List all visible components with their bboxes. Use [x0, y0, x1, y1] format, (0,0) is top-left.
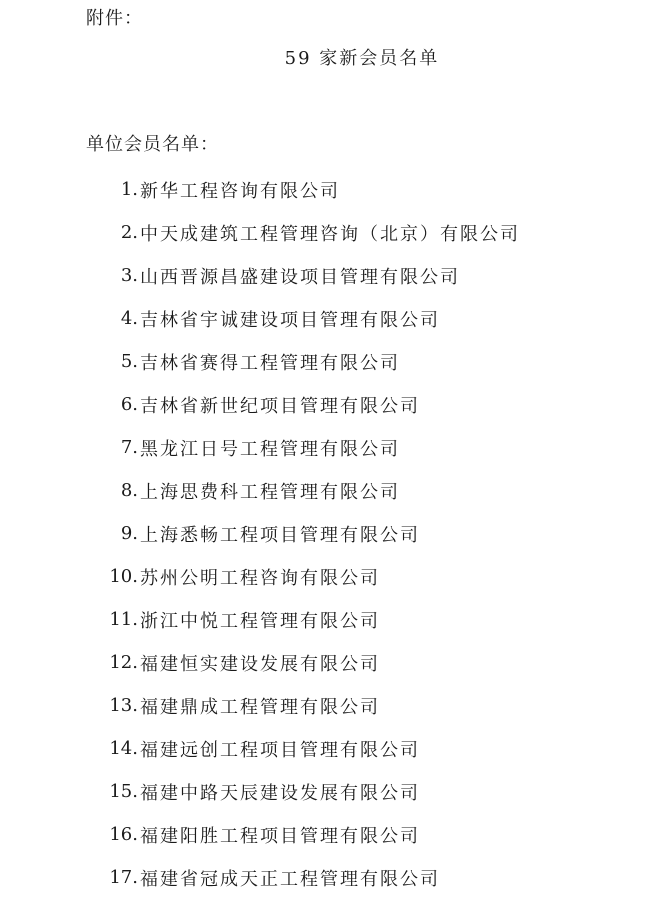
member-name: 中天成建筑工程管理咨询（北京）有限公司 [140, 223, 520, 245]
attachment-label: 附件： [86, 8, 143, 29]
member-number: 2. [120, 222, 138, 243]
member-number: 6. [120, 394, 138, 415]
list-item [0, 383, 654, 426]
list-item [0, 684, 654, 727]
section-heading: 单位会员名单： [86, 134, 219, 155]
member-number: 11. [109, 609, 138, 630]
member-name: 福建省冠成天正工程管理有限公司 [140, 868, 440, 890]
member-name: 福建中路天辰建设发展有限公司 [140, 782, 420, 804]
list-item [0, 469, 654, 512]
list-item [0, 598, 654, 641]
list-item [0, 727, 654, 770]
list-item [0, 555, 654, 598]
member-name: 浙江中悦工程管理有限公司 [140, 610, 380, 632]
member-number: 5. [120, 351, 138, 372]
member-number: 4. [120, 308, 138, 329]
list-item [0, 813, 654, 856]
member-name: 福建远创工程项目管理有限公司 [140, 739, 420, 761]
member-number: 3. [120, 265, 138, 286]
member-number: 1. [120, 179, 138, 200]
member-list [0, 168, 654, 899]
list-item [0, 254, 654, 297]
list-item [0, 297, 654, 340]
member-number: 12. [109, 652, 138, 673]
member-number: 8. [120, 480, 138, 501]
list-item [0, 168, 654, 211]
list-item [0, 211, 654, 254]
member-name: 上海悉畅工程项目管理有限公司 [140, 524, 420, 546]
member-name: 苏州公明工程咨询有限公司 [140, 567, 380, 589]
list-item [0, 426, 654, 469]
member-number: 15. [109, 781, 138, 802]
member-name: 黑龙江日号工程管理有限公司 [140, 438, 400, 460]
member-name: 山西晋源昌盛建设项目管理有限公司 [140, 266, 460, 288]
member-name: 吉林省新世纪项目管理有限公司 [140, 395, 420, 417]
member-name: 福建鼎成工程管理有限公司 [140, 696, 380, 718]
member-name: 福建阳胜工程项目管理有限公司 [140, 825, 420, 847]
member-name: 上海思费科工程管理有限公司 [140, 481, 400, 503]
list-item [0, 770, 654, 813]
list-item [0, 641, 654, 684]
member-number: 10. [109, 566, 138, 587]
member-number: 13. [109, 695, 138, 716]
member-name: 福建恒实建设发展有限公司 [140, 653, 380, 675]
list-item [0, 512, 654, 555]
document-title: 59 家新会员名单 [284, 48, 440, 69]
member-number: 16. [109, 824, 138, 845]
list-item [0, 856, 654, 899]
list-item [0, 340, 654, 383]
member-name: 吉林省赛得工程管理有限公司 [140, 352, 400, 374]
member-number: 9. [120, 523, 138, 544]
member-name: 新华工程咨询有限公司 [140, 180, 340, 202]
member-name: 吉林省宇诚建设项目管理有限公司 [140, 309, 440, 331]
member-number: 14. [109, 738, 138, 759]
member-number: 7. [120, 437, 138, 458]
member-number: 17. [109, 867, 138, 888]
